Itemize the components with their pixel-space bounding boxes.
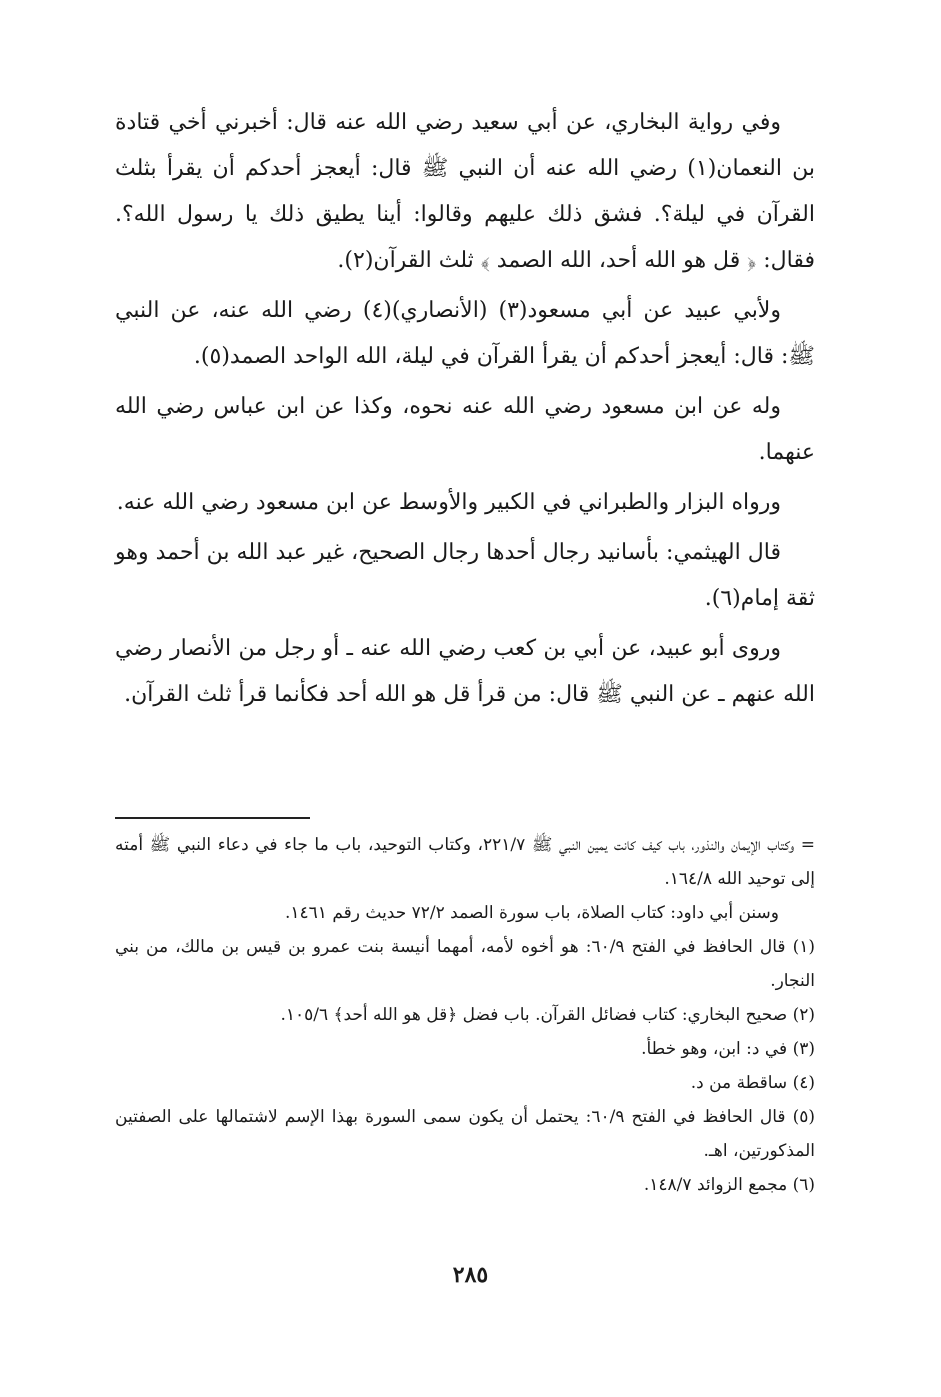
footnote-item: (٥) قال الحافظ في الفتح ٦٠/٩: يحتمل أن يكون سمى السورة بهذا الإسم لاشتمالها على الصفتين المذكورتين، اهـ. — [115, 1107, 815, 1161]
footnote-item: (٣) في د: ابن، وهو خطأ. — [641, 1039, 815, 1059]
footnotes — [115, 828, 815, 1202]
paragraph: وروى أبو عبيد، عن أبي بن كعب رضي الله عنه ـ أو رجل من الأنصار رضي الله عنهم ـ عن النبي ﷺ قال: من قرأ قل هو الله أحد فكأنما قرأ ثلث القرآن. — [115, 636, 815, 707]
paragraph: وله عن ابن مسعود رضي الله عنه نحوه، وكذا عن ابن عباس رضي الله عنهما. — [115, 394, 815, 465]
main-text — [115, 100, 815, 718]
footnote-item: (٦) مجمع الزوائد ١٤٨/٧. — [643, 1175, 815, 1195]
footnote-continued: = وكتاب الإيمان والنذور، باب كيف كانت يمين النبي ﷺ ٢٢١/٧، وكتاب التوحيد، باب ما جاء في دعاء النبي ﷺ أمته إلى توحيد الله ١٦٤/٨. — [115, 835, 815, 889]
footnote-continued: وسنن أبي داود: كتاب الصلاة، باب سورة الصمد ٧٢/٢ حديث رقم ١٤٦١. — [284, 903, 779, 923]
paragraph: ولأبي عبيد عن أبي مسعود(٣) (الأنصاري)(٤) رضي الله عنه، عن النبي ﷺ: قال: أيعجز أحدكم أن يقرأ القرآن في ليلة، الله الواحد الصمد(٥). — [115, 298, 815, 369]
footnote-separator — [115, 817, 310, 819]
footnote-item: (٢) صحيح البخاري: كتاب فضائل القرآن. باب فضل ﴿قل هو الله أحد﴾ ١٠٥/٦. — [280, 1005, 815, 1025]
page-number: ٢٨٥ — [452, 1262, 489, 1288]
paragraph: قال الهيثمي: بأسانيد رجال أحدها رجال الصحيح، غير عبد الله بن أحمد وهو ثقة إمام(٦). — [115, 540, 815, 611]
footnote-item: (٤) ساقطة من د. — [690, 1073, 815, 1093]
paragraph: ورواه البزار والطبراني في الكبير والأوسط عن ابن مسعود رضي الله عنه. — [116, 490, 781, 515]
paragraph: وفي رواية البخاري، عن أبي سعيد رضي الله عنه قال: أخبرني أخي قتادة بن النعمان(١) رضي الله عنه أن النبي ﷺ قال: أيعجز أحدكم أن يقرأ بثلث القرآن في ليلة؟. فشق ذلك عليهم وقالوا: أينا يطيق ذلك يا رسول الله؟. فقال: ﴿ قل هو الله أحد، الله الصمد ﴾ ثلث القرآن(٢). — [115, 110, 815, 273]
footnote-item: (١) قال الحافظ في الفتح ٦٠/٩: هو أخوه لأمه، أمهما أنيسة بنت عمرو بن قيس بن مالك، من بني النجار. — [115, 937, 815, 991]
